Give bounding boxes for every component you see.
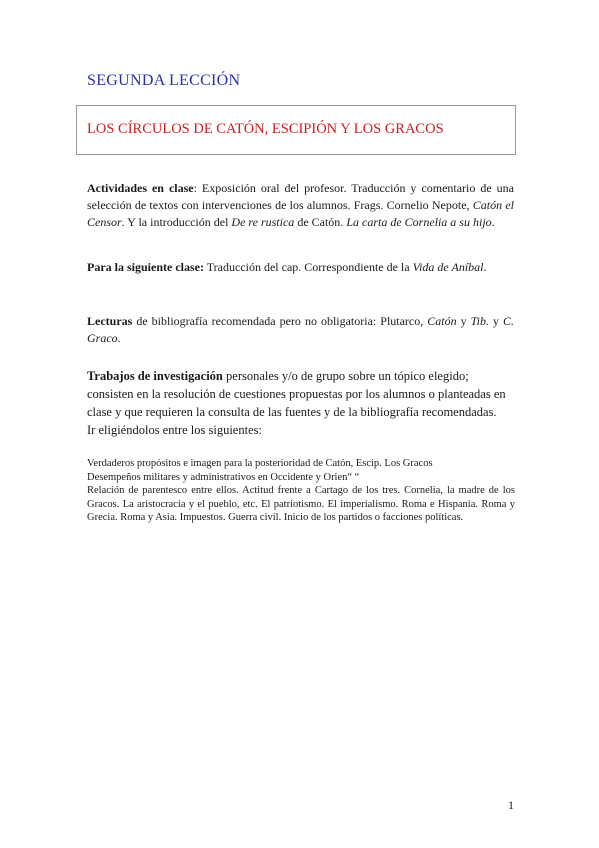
research-paragraph xyxy=(87,367,507,439)
topic-item: Verdaderos propósitos e imagen para la posterioridad de Catón, Escip. Los Gracos xyxy=(87,458,433,469)
readings-work-title: C. Graco xyxy=(87,314,515,345)
activities-text: . Y la introducción del xyxy=(121,215,232,229)
next-class-work-title: Vida de Aníbal xyxy=(412,260,484,274)
next-class-label: Para la siguiente clase: xyxy=(87,260,204,274)
activities-label: Actividades en clase xyxy=(87,181,194,195)
lesson-title: LOS CÍRCULOS DE CATÓN, ESCIPIÓN Y LOS GRACOS xyxy=(87,121,444,137)
activities-work-title: Catón el Censor xyxy=(87,198,514,229)
readings-text: y xyxy=(488,314,503,328)
title-box xyxy=(76,105,516,155)
page-number: 1 xyxy=(508,798,514,812)
research-text: personales y/o de grupo sobre un tópico elegido; consisten en la resolución de cuestiones propuestas por los alumnos o planteadas en clase y que requieren la consulta de las fuentes y de la bibliografía recomendadas. Ir eligiéndolos entre los siguientes: xyxy=(87,369,506,437)
next-class-paragraph xyxy=(87,259,514,276)
readings-text: y xyxy=(456,314,471,328)
readings-text: . xyxy=(117,331,121,345)
readings-paragraph xyxy=(87,313,514,347)
readings-work-title: Tib. xyxy=(470,314,489,328)
readings-label: Lecturas xyxy=(87,314,133,328)
topics-list xyxy=(87,457,515,525)
next-class-text: Traducción del cap. Correspondiente de la xyxy=(203,260,413,274)
readings-work-title: Catón xyxy=(427,314,457,328)
next-class-text: . xyxy=(483,260,487,274)
activities-paragraph xyxy=(87,180,514,231)
lesson-heading: SEGUNDA LECCIÓN xyxy=(87,72,241,89)
activities-work-title: La carta de Cornelia a su hijo xyxy=(346,215,492,229)
research-label: Trabajos de investigación xyxy=(87,369,223,383)
activities-text: de Catón. xyxy=(294,215,347,229)
readings-text: de bibliografía recomendada pero no obligatoria: Plutarco, xyxy=(132,314,428,328)
activities-text: : Exposición oral del profesor. Traducción y comentario de una selección de textos con intervenciones de los alumnos. Frags. Cornelio Nepote, xyxy=(87,181,514,212)
topic-item: Relación de parentesco entre ellos. Actitud frente a Cartago de los tres. Cornelia, la madre de los Gracos. La aristocracia y el pueblo, etc. El patriotismo. El imperialismo. Roma e Hispania. Roma y Grecia. Roma y Asia. Impuestos. Guerra civil. Inicio de los partidos o facciones políticas. xyxy=(87,485,515,523)
activities-work-title: De re rustica xyxy=(231,215,295,229)
activities-text: . xyxy=(491,215,495,229)
topic-item: Desempeños militares y administrativos en Occidente y Orien“ “ xyxy=(87,471,360,483)
